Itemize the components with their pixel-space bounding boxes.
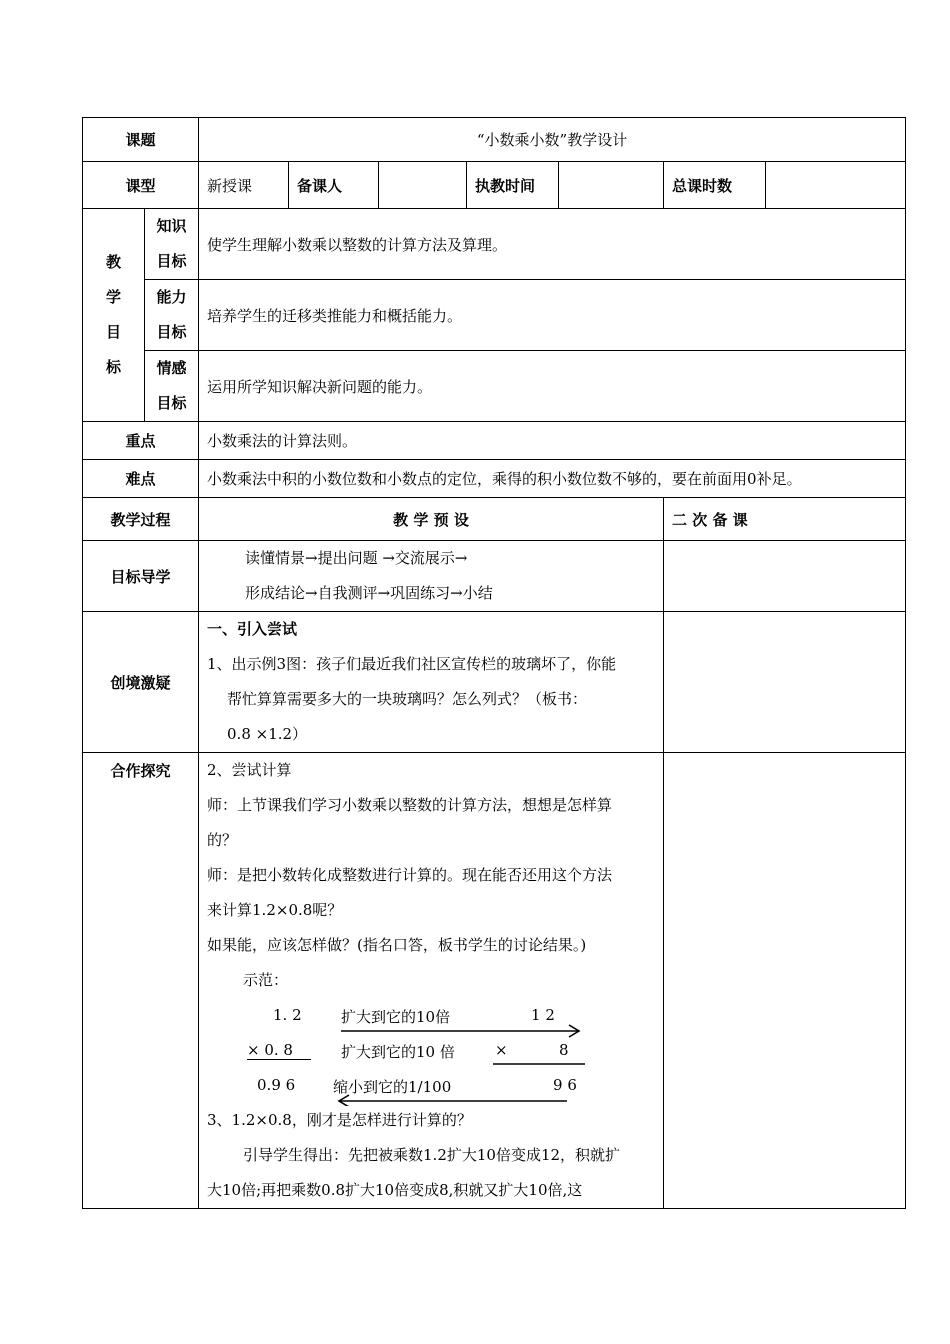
second-prep-cell — [664, 612, 906, 753]
goal-text: 培养学生的迁移类推能力和概括能力。 — [199, 280, 906, 351]
demo-factor2: × 0. 8 — [247, 1041, 311, 1060]
hours-value — [766, 162, 906, 209]
type-value: 新授课 — [199, 162, 289, 209]
key-point-row — [83, 422, 906, 460]
demo-step3: 缩小到它的1/100 — [333, 1078, 452, 1096]
goal-label-line2: 目标 — [156, 323, 187, 341]
time-value — [559, 162, 664, 209]
demo-product: 0.9 6 — [257, 1076, 296, 1094]
goal-row-emotion — [83, 351, 906, 422]
preparer-label: 备课人 — [289, 162, 379, 209]
key-point-label: 重点 — [83, 422, 199, 460]
inspire-label: 创境激疑 — [83, 612, 199, 753]
lesson-plan-table — [82, 117, 906, 1209]
explore-label: 合作探究 — [83, 753, 199, 1209]
explore-line: 2、尝试计算 — [207, 761, 292, 779]
inspire-row — [83, 612, 906, 753]
topic-row — [83, 118, 906, 162]
explore-line: 3、1.2×0.8，刚才是怎样进行计算的？ — [207, 1111, 472, 1129]
demo-step2: 扩大到它的10 倍 — [341, 1043, 455, 1061]
key-point-text: 小数乘法的计算法则。 — [199, 422, 906, 460]
guide-content — [199, 541, 664, 612]
explore-content — [199, 753, 664, 1209]
explore-line: 师：是把小数转化成整数进行计算的。现在能否还用这个方法 — [207, 866, 613, 884]
inspire-heading: 一、引入尝试 — [207, 620, 298, 638]
inspire-line: 帮忙算算需要多大的一块玻璃吗？怎么列式？（板书： — [227, 690, 588, 708]
guide-label: 目标导学 — [83, 541, 199, 612]
goal-label-line1: 情感 — [156, 359, 187, 377]
design-label: 教 学 预 设 — [199, 498, 664, 541]
goal-text: 使学生理解小数乘以整数的计算方法及算理。 — [199, 209, 906, 280]
goal-row-ability — [83, 280, 906, 351]
demo-times: × — [495, 1041, 508, 1059]
explore-line: 大10倍;再把乘数0.8扩大10倍变成8,积就又扩大10倍,这 — [207, 1181, 583, 1199]
goals-char: 学 — [105, 288, 121, 306]
hours-label: 总课时数 — [664, 162, 766, 209]
demo-arrows — [207, 998, 667, 1106]
demo-int-factor1: 1 2 — [531, 1006, 555, 1024]
demo-step1: 扩大到它的10倍 — [341, 1008, 451, 1026]
goal-row-knowledge — [83, 209, 906, 280]
goal-label — [145, 280, 199, 351]
second-prep-label: 二 次 备 课 — [664, 498, 906, 541]
goal-label-line2: 目标 — [156, 394, 187, 412]
topic-value: “小数乘小数”教学设计 — [199, 118, 906, 162]
goal-label-line2: 目标 — [156, 252, 187, 270]
goal-label-line1: 能力 — [156, 288, 187, 306]
second-prep-cell — [664, 541, 906, 612]
inspire-line: 0.8 ×1.2） — [227, 725, 308, 743]
difficulty-row — [83, 460, 906, 498]
explore-line: 如果能，应该怎样做？(指名口答，板书学生的讨论结果。) — [207, 936, 587, 954]
time-label: 执教时间 — [467, 162, 559, 209]
second-prep-cell — [664, 753, 906, 1209]
goal-label — [145, 209, 199, 280]
goal-label-line1: 知识 — [156, 217, 187, 235]
topic-label: 课题 — [83, 118, 199, 162]
goals-char: 教 — [105, 253, 121, 271]
type-label: 课型 — [83, 162, 199, 209]
process-label: 教学过程 — [83, 498, 199, 541]
explore-line: 师：上节课我们学习小数乘以整数的计算方法，想想是怎样算 — [207, 796, 613, 814]
goals-vertical-label — [83, 209, 145, 422]
demo-int-product: 9 6 — [553, 1076, 577, 1094]
goals-char: 目 — [105, 323, 121, 341]
inspire-line: 1、出示例3图：孩子们最近我们社区宣传栏的玻璃坏了，你能 — [207, 655, 617, 673]
explore-line: 来计算1.2×0.8呢？ — [207, 901, 343, 919]
explore-line: 示范： — [243, 971, 289, 989]
explore-row — [83, 753, 906, 1209]
explore-line: 的？ — [207, 831, 238, 849]
demo-int-factor2: 8 — [559, 1041, 569, 1059]
guide-line: 形成结论→自我测评→巩固练习→小结 — [245, 584, 493, 602]
demo-factor1: 1. 2 — [273, 1006, 302, 1024]
guide-row — [83, 541, 906, 612]
goal-text: 运用所学知识解决新问题的能力。 — [199, 351, 906, 422]
difficulty-label: 难点 — [83, 460, 199, 498]
goal-label — [145, 351, 199, 422]
process-header-row — [83, 498, 906, 541]
goals-char: 标 — [105, 358, 121, 376]
difficulty-text: 小数乘法中积的小数位数和小数点的定位，乘得的积小数位数不够的，要在前面用0补足。 — [199, 460, 906, 498]
type-row — [83, 162, 906, 209]
multiplication-demo — [207, 998, 663, 1103]
preparer-value — [379, 162, 467, 209]
inspire-content — [199, 612, 664, 753]
guide-line: 读懂情景→提出问题 →交流展示→ — [245, 549, 468, 567]
explore-line: 引导学生得出：先把被乘数1.2扩大10倍变成12，积就扩 — [243, 1146, 621, 1164]
